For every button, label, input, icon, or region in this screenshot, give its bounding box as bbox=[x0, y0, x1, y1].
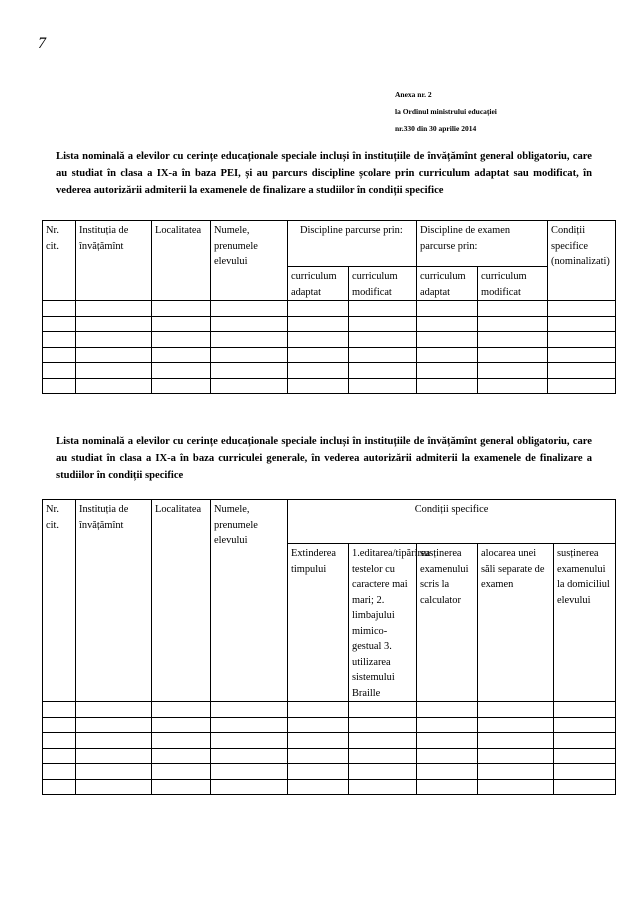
table-row bbox=[43, 717, 616, 733]
header-institutia: Instituția de învățămînt bbox=[76, 500, 152, 702]
annex-number: Anexa nr. 2 bbox=[395, 89, 432, 99]
header-institutia: Instituția de învățămînt bbox=[76, 221, 152, 301]
header-sustinerea-domiciliu: susținerea examenului la domiciliul elevului bbox=[554, 544, 616, 702]
header-conditii: Condiții specifice (nominalizati) bbox=[548, 221, 616, 301]
table-row bbox=[43, 748, 616, 764]
page-number: 7 bbox=[38, 35, 46, 52]
header-curriculum-modificat: curriculum modificat bbox=[349, 267, 417, 301]
header-nr: Nr. cit. bbox=[43, 221, 76, 301]
header-curriculum-adaptat: curriculum adaptat bbox=[288, 267, 349, 301]
header-discipline-parcurse: Discipline parcurse prin: bbox=[288, 221, 417, 267]
header-numele: Numele, prenumele elevului bbox=[211, 221, 288, 301]
header-examen-curriculum-modificat: curriculum modificat bbox=[478, 267, 548, 301]
header-conditii-specifice: Condiții specifice bbox=[288, 500, 616, 544]
table-row bbox=[43, 332, 616, 348]
annex-order-number: nr.330 din 30 aprilie 2014 bbox=[395, 123, 477, 133]
header-nr: Nr. cit. bbox=[43, 500, 76, 702]
header-localitatea: Localitatea bbox=[152, 221, 211, 301]
list-title-pei: Lista nominală a elevilor cu cerințe educaționale speciale incluși în instituțiile de învățămînt general obligatoriu, care au studiat în clasa a IX-a în baza PEI, și au parcurs discipline școlare prin curriculum adaptat sau modificat, în vederea autorizării admiterii la examenele de finalizare a studiilor în condiții specifice bbox=[56, 151, 592, 196]
header-numele: Numele, prenumele elevului bbox=[211, 500, 288, 702]
list-title-curriculum-general: Lista nominală a elevilor cu cerințe educaționale speciale incluși în instituțiile de învățămînt general obligatoriu, care au studiat în clasa a IX-a în baza curriculei generale, în vederea autorizării admiterii la examenele de finalizare a studiilor în condiții specifice bbox=[56, 436, 592, 481]
table-row bbox=[43, 316, 616, 332]
header-localitatea: Localitatea bbox=[152, 500, 211, 702]
table-row bbox=[43, 733, 616, 749]
annex-block bbox=[395, 86, 497, 137]
table-row bbox=[43, 301, 616, 317]
header-sustinerea-calculator: susținerea examenului scris la calculator bbox=[417, 544, 478, 702]
table-curriculum-adaptat bbox=[42, 220, 616, 394]
header-examen-curriculum-adaptat: curriculum adaptat bbox=[417, 267, 478, 301]
table-row bbox=[43, 363, 616, 379]
table-row bbox=[43, 378, 616, 394]
header-discipline-examen: Discipline de examen parcurse prin: bbox=[417, 221, 548, 267]
header-alocarea-salii: alocarea unei săli separate de examen bbox=[478, 544, 554, 702]
table-row bbox=[43, 764, 616, 780]
table-row bbox=[43, 347, 616, 363]
table-row bbox=[43, 702, 616, 718]
annex-order: la Ordinul ministrului educației bbox=[395, 106, 497, 116]
header-extinderea-timpului: Extinderea timpului bbox=[288, 544, 349, 702]
table-curriculum-general bbox=[42, 499, 616, 795]
table-row bbox=[43, 779, 616, 795]
header-editarea-testelor: 1.editarea/tipărirea testelor cu caractere mai mari; 2. limbajului mimico-gestual 3. utilizarea sistemului Braille bbox=[349, 544, 417, 702]
